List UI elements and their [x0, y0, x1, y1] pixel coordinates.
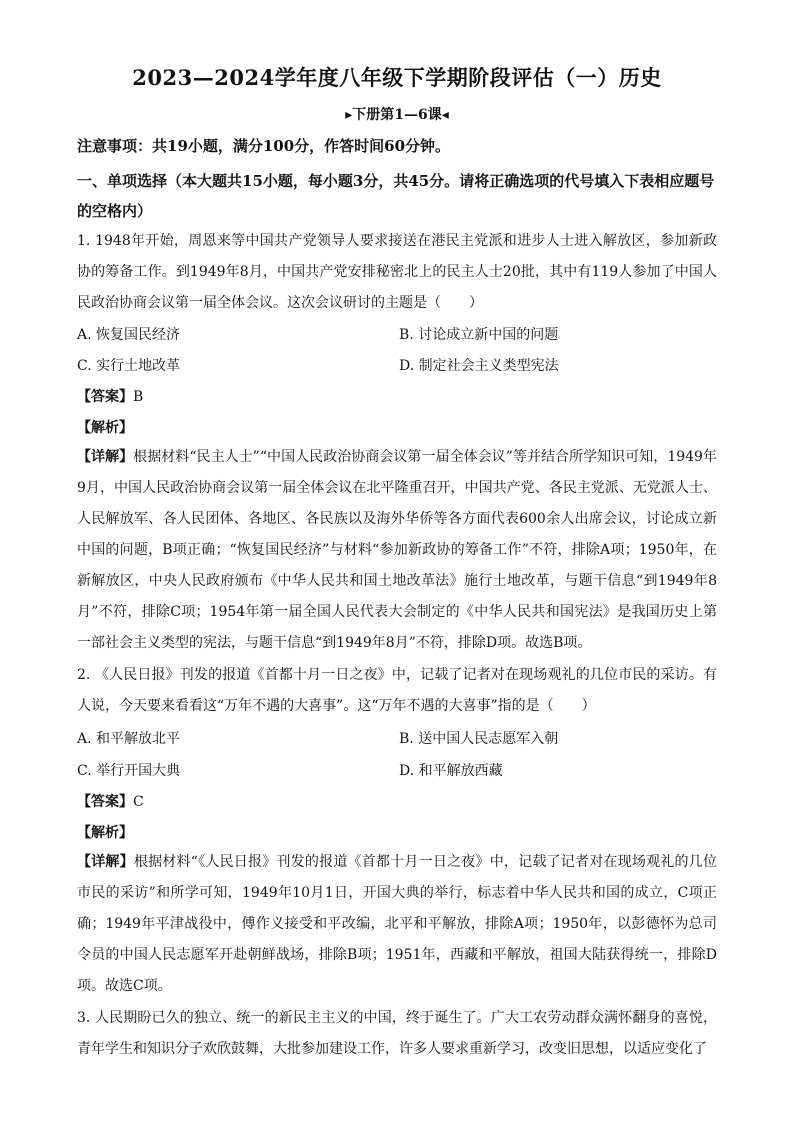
notice-text: 注意事项：共19小题，满分100分，作答时间60分钟。 — [77, 137, 451, 155]
question-1-option-a: A. 恢复国民经济 — [77, 327, 181, 343]
section-heading: 一、单项选择（本大题共15小题，每小题3分，共45分。请将正确选项的代号填入下表相应题号的空格内） — [77, 172, 715, 220]
question-2-stem: 2. 《人民日报》刊发的报道《首都十月一日之夜》中，记载了记者对在现场观礼的几位市民的采访。有人说，今天要来看看这“万年不遇的大喜事”。这“万年不遇的大喜事”指的是（ ） — [77, 667, 717, 714]
question-3-stem: 3. 人民期盼已久的独立、统一的新民主主义的中国，终于诞生了。广大工农劳动群众满怀翻身的喜悦，青年学生和知识分子欢欣鼓舞，大批参加建设工作，许多人要求重新学习，改变旧思想，以适应变化了 — [77, 1010, 717, 1057]
detail-text: 根据材料“《人民日报》刊发的报道《首都十月一日之夜》中，记载了记者对在现场观礼的几位市民的采访”和所学可知，1949年10月1日，开国大典的举行，标志着中华人民共和国的成立，C项正确；1949年平津战役中，傅作义接受和平改编，北平和平解放，排除A项；1950年，以彭德怀为总司令员的中国人民志愿军开赴朝鲜战场，排除B项；1951年，西藏和平解放，祖国大陆获得统一，排除D项。故选C项。 — [77, 854, 717, 994]
answer-value: B — [133, 389, 144, 405]
detail-text: 根据材料“民主人士”“中国人民政治协商会议第一届全体会议”等并结合所学知识可知，1949年9月，中国人民政治协商会议第一届全体会议在北平隆重召开，中国共产党、各民主党派、无党派人士、人民解放军、各人民团体、各地区、各民族以及海外华侨等各方面代表600余人出席会议，讨论成立新中国的问题，B项正确；“恢复国民经济”与材料“参加新政协的筹备工作”不符，排除A项；1950年，在新解放区，中央人民政府颁布《中华人民共和国土地改革法》施行土地改革，与题干信息“到1949年8月”不符，排除C项；1954年第一届全国人民代表大会制定的《中华人民共和国宪法》是我国历史上第一部社会主义类型的宪法，与题干信息“到1949年8月”不符，排除D项。故选B项。 — [77, 449, 718, 651]
question-1-analysis-label: 【解析】 — [77, 420, 133, 436]
answer-label: 【答案】 — [77, 794, 133, 810]
question-1-option-b: B. 讨论成立新中国的问题 — [399, 327, 559, 343]
detail-label: 【详解】 — [77, 854, 134, 870]
question-2-option-a: A. 和平解放北平 — [77, 731, 181, 747]
question-1-stem: 1. 1948年开始，周恩来等中国共产党领导人要求接送在港民主党派和进步人士进入解放区，参加新政协的筹备工作。到1949年8月，中国共产党安排秘密北上的民主人士20批，其中有119人参加了中国人民政治协商会议第一届全体会议。这次会议研讨的主题是（ ） — [77, 233, 717, 311]
question-2-option-c: C. 举行开国大典 — [77, 763, 181, 779]
answer-value: C — [133, 794, 144, 810]
question-1-option-d: D. 制定社会主义类型宪法 — [399, 358, 559, 374]
question-1-detail — [77, 442, 717, 659]
page-title: 2023—2024学年度八年级下学期阶段评估（一）历史 — [132, 65, 662, 90]
answer-label: 【答案】 — [77, 389, 133, 405]
question-2-option-b: B. 送中国人民志愿军入朝 — [399, 731, 559, 747]
question-2-answer — [77, 791, 144, 811]
detail-label: 【详解】 — [77, 449, 134, 465]
question-1-option-c: C. 实行土地改革 — [77, 358, 181, 374]
question-1-answer — [77, 386, 143, 406]
question-2-option-d: D. 和平解放西藏 — [399, 763, 503, 779]
question-2-detail — [77, 847, 717, 1002]
question-2-analysis-label: 【解析】 — [77, 825, 133, 841]
page-subtitle: ▸下册第1—6课◂ — [345, 107, 449, 123]
